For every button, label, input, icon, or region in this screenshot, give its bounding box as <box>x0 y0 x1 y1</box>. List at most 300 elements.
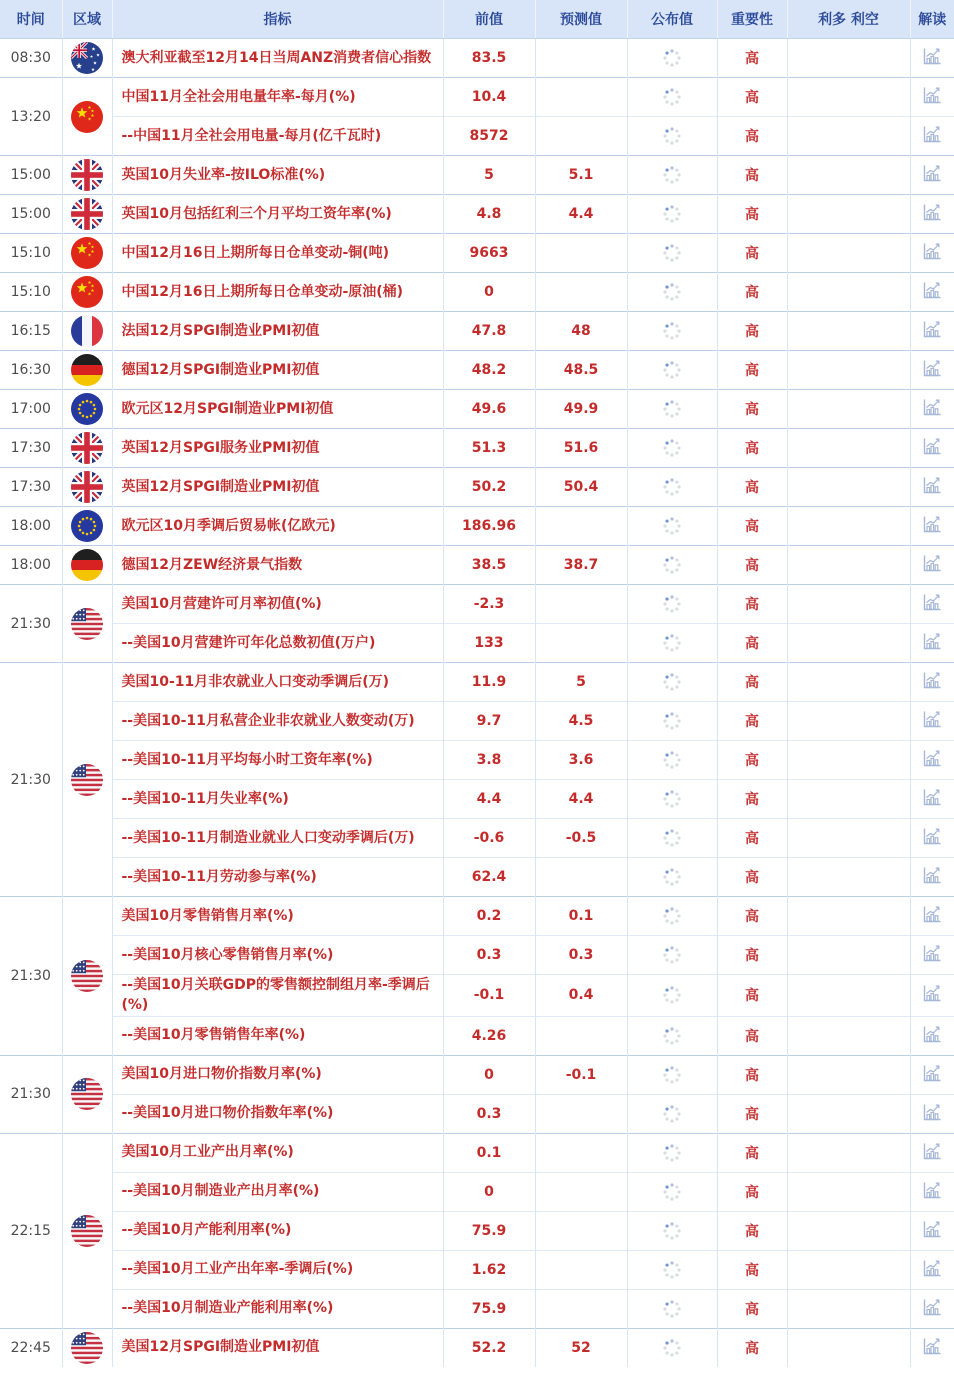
previous-value: 0.1 <box>443 1133 535 1172</box>
bias-cell-empty <box>787 156 910 195</box>
calendar-row <box>0 858 954 897</box>
importance-badge: 高 <box>717 78 787 117</box>
indicator-label: --中国11月全社会用电量-每月(亿千瓦时) <box>112 117 443 156</box>
indicator-label: 澳大利亚截至12月14日当周ANZ消费者信心指数 <box>112 39 443 78</box>
bar-chart-trend-icon <box>921 201 943 223</box>
detail-chart-button[interactable] <box>910 1133 954 1172</box>
bias-cell-empty <box>787 1055 910 1094</box>
col-header-forecast: 预测值 <box>535 0 627 39</box>
previous-value: 48.2 <box>443 351 535 390</box>
loading-spinner-icon <box>662 555 682 575</box>
bias-cell-empty <box>787 819 910 858</box>
detail-chart-button[interactable] <box>910 546 954 585</box>
calendar-row <box>0 975 954 1017</box>
published-value-pending <box>627 117 717 156</box>
forecast-value: 49.9 <box>535 390 627 429</box>
flag-eu-icon <box>71 510 103 542</box>
previous-value: 51.3 <box>443 429 535 468</box>
detail-chart-button[interactable] <box>910 624 954 663</box>
col-header-time: 时间 <box>0 0 62 39</box>
detail-chart-button[interactable] <box>910 1172 954 1211</box>
flag-us-icon <box>71 960 103 992</box>
bias-cell-empty <box>787 1211 910 1250</box>
indicator-label: 美国10月进口物价指数月率(%) <box>112 1055 443 1094</box>
previous-value: 75.9 <box>443 1211 535 1250</box>
forecast-value: 50.4 <box>535 468 627 507</box>
detail-chart-button[interactable] <box>910 780 954 819</box>
time-cell: 13:20 <box>0 78 62 156</box>
indicator-label: 美国10月零售销售月率(%) <box>112 897 443 936</box>
importance-badge: 高 <box>717 117 787 156</box>
calendar-row <box>0 1289 954 1328</box>
importance-badge: 高 <box>717 390 787 429</box>
indicator-label: --美国10-11月失业率(%) <box>112 780 443 819</box>
forecast-value <box>535 1016 627 1055</box>
published-value-pending <box>627 1016 717 1055</box>
time-cell: 18:00 <box>0 546 62 585</box>
forecast-value: 51.6 <box>535 429 627 468</box>
importance-badge: 高 <box>717 429 787 468</box>
bias-cell-empty <box>787 117 910 156</box>
indicator-label: 欧元区12月SPGI制造业PMI初值 <box>112 390 443 429</box>
calendar-row <box>0 1172 954 1211</box>
calendar-row <box>0 39 954 78</box>
previous-value: 47.8 <box>443 312 535 351</box>
detail-chart-button[interactable] <box>910 585 954 624</box>
bar-chart-trend-icon <box>921 45 943 67</box>
time-cell: 22:45 <box>0 1328 62 1367</box>
forecast-value: 0.1 <box>535 897 627 936</box>
loading-spinner-icon <box>662 1299 682 1319</box>
bar-chart-trend-icon <box>921 513 943 535</box>
calendar-row <box>0 1328 954 1367</box>
forecast-value <box>535 1172 627 1211</box>
previous-value: -0.1 <box>443 975 535 1017</box>
calendar-row <box>0 585 954 624</box>
indicator-label: --美国10-11月平均每小时工资年率(%) <box>112 741 443 780</box>
region-flag-cell <box>62 39 112 78</box>
bias-cell-empty <box>787 1172 910 1211</box>
region-flag-cell <box>62 1055 112 1133</box>
published-value-pending <box>627 858 717 897</box>
previous-value: 9.7 <box>443 702 535 741</box>
calendar-row <box>0 663 954 702</box>
loading-spinner-icon <box>662 633 682 653</box>
published-value-pending <box>627 195 717 234</box>
col-header-bias: 利多 利空 <box>787 0 910 39</box>
indicator-label: 德国12月ZEW经济景气指数 <box>112 546 443 585</box>
bias-cell-empty <box>787 702 910 741</box>
previous-value: 4.4 <box>443 780 535 819</box>
published-value-pending <box>627 1328 717 1367</box>
calendar-row <box>0 624 954 663</box>
flag-de-icon <box>71 354 103 386</box>
forecast-value <box>535 78 627 117</box>
importance-badge: 高 <box>717 1133 787 1172</box>
forecast-value <box>535 1289 627 1328</box>
importance-badge: 高 <box>717 312 787 351</box>
region-flag-cell <box>62 351 112 390</box>
bar-chart-trend-icon <box>921 396 943 418</box>
published-value-pending <box>627 663 717 702</box>
forecast-value: 4.4 <box>535 780 627 819</box>
detail-chart-button[interactable] <box>910 390 954 429</box>
published-value-pending <box>627 1094 717 1133</box>
bar-chart-trend-icon <box>921 474 943 496</box>
bias-cell-empty <box>787 507 910 546</box>
detail-chart-button[interactable] <box>910 156 954 195</box>
calendar-row <box>0 1016 954 1055</box>
col-header-region: 区域 <box>62 0 112 39</box>
loading-spinner-icon <box>662 711 682 731</box>
indicator-label: --美国10月产能利用率(%) <box>112 1211 443 1250</box>
detail-chart-button[interactable] <box>910 975 954 1017</box>
detail-chart-button[interactable] <box>910 1211 954 1250</box>
published-value-pending <box>627 156 717 195</box>
loading-spinner-icon <box>662 48 682 68</box>
published-value-pending <box>627 1172 717 1211</box>
bias-cell-empty <box>787 1016 910 1055</box>
loading-spinner-icon <box>662 789 682 809</box>
importance-badge: 高 <box>717 780 787 819</box>
published-value-pending <box>627 468 717 507</box>
time-cell: 17:00 <box>0 390 62 429</box>
published-value-pending <box>627 1211 717 1250</box>
bias-cell-empty <box>787 741 910 780</box>
importance-badge: 高 <box>717 741 787 780</box>
published-value-pending <box>627 78 717 117</box>
calendar-row <box>0 234 954 273</box>
detail-chart-button[interactable] <box>910 1055 954 1094</box>
published-value-pending <box>627 273 717 312</box>
previous-value: 0 <box>443 273 535 312</box>
region-flag-cell <box>62 507 112 546</box>
time-cell: 21:30 <box>0 1055 62 1133</box>
loading-spinner-icon <box>662 516 682 536</box>
bias-cell-empty <box>787 1250 910 1289</box>
published-value-pending <box>627 1055 717 1094</box>
forecast-value <box>535 1211 627 1250</box>
forecast-value <box>535 273 627 312</box>
bar-chart-trend-icon <box>921 942 943 964</box>
forecast-value <box>535 1094 627 1133</box>
forecast-value <box>535 507 627 546</box>
loading-spinner-icon <box>662 594 682 614</box>
bias-cell-empty <box>787 1289 910 1328</box>
bar-chart-trend-icon <box>921 1335 943 1357</box>
flag-cn-icon <box>71 101 103 133</box>
flag-eu-icon <box>71 393 103 425</box>
bias-cell-empty <box>787 1328 910 1367</box>
loading-spinner-icon <box>662 1221 682 1241</box>
published-value-pending <box>627 741 717 780</box>
time-cell: 15:10 <box>0 234 62 273</box>
time-cell: 16:30 <box>0 351 62 390</box>
importance-badge: 高 <box>717 195 787 234</box>
loading-spinner-icon <box>662 828 682 848</box>
bias-cell-empty <box>787 312 910 351</box>
detail-chart-button[interactable] <box>910 741 954 780</box>
forecast-value: -0.5 <box>535 819 627 858</box>
previous-value: 38.5 <box>443 546 535 585</box>
bias-cell-empty <box>787 1094 910 1133</box>
flag-cn-icon <box>71 276 103 308</box>
published-value-pending <box>627 234 717 273</box>
detail-chart-button[interactable] <box>910 819 954 858</box>
detail-chart-button[interactable] <box>910 936 954 975</box>
calendar-row <box>0 312 954 351</box>
previous-value: 0.2 <box>443 897 535 936</box>
time-cell: 22:15 <box>0 1133 62 1328</box>
detail-chart-button[interactable] <box>910 117 954 156</box>
region-flag-cell <box>62 78 112 156</box>
detail-chart-button[interactable] <box>910 78 954 117</box>
bias-cell-empty <box>787 273 910 312</box>
importance-badge: 高 <box>717 975 787 1017</box>
forecast-value <box>535 1133 627 1172</box>
previous-value: 0 <box>443 1172 535 1211</box>
previous-value: 4.8 <box>443 195 535 234</box>
importance-badge: 高 <box>717 273 787 312</box>
indicator-label: --美国10月关联GDP的零售额控制组月率-季调后(%) <box>112 975 443 1017</box>
col-header-detail: 解读 <box>910 0 954 39</box>
indicator-label: 英国12月SPGI制造业PMI初值 <box>112 468 443 507</box>
detail-chart-button[interactable] <box>910 507 954 546</box>
detail-chart-button[interactable] <box>910 195 954 234</box>
indicator-label: --美国10-11月劳动参与率(%) <box>112 858 443 897</box>
importance-badge: 高 <box>717 1211 787 1250</box>
published-value-pending <box>627 390 717 429</box>
importance-badge: 高 <box>717 1016 787 1055</box>
previous-value: 49.6 <box>443 390 535 429</box>
detail-chart-button[interactable] <box>910 663 954 702</box>
calendar-row <box>0 156 954 195</box>
indicator-label: --美国10月营建许可年化总数初值(万户) <box>112 624 443 663</box>
indicator-label: 法国12月SPGI制造业PMI初值 <box>112 312 443 351</box>
published-value-pending <box>627 897 717 936</box>
time-cell: 17:30 <box>0 468 62 507</box>
forecast-value <box>535 39 627 78</box>
previous-value: 0 <box>443 1055 535 1094</box>
indicator-label: --美国10月工业产出年率-季调后(%) <box>112 1250 443 1289</box>
detail-chart-button[interactable] <box>910 468 954 507</box>
calendar-row <box>0 195 954 234</box>
loading-spinner-icon <box>662 1104 682 1124</box>
indicator-label: 英国12月SPGI服务业PMI初值 <box>112 429 443 468</box>
indicator-label: 美国10月工业产出月率(%) <box>112 1133 443 1172</box>
forecast-value: 4.4 <box>535 195 627 234</box>
published-value-pending <box>627 780 717 819</box>
forecast-value <box>535 624 627 663</box>
bar-chart-trend-icon <box>921 1179 943 1201</box>
bar-chart-trend-icon <box>921 1257 943 1279</box>
bar-chart-trend-icon <box>921 318 943 340</box>
importance-badge: 高 <box>717 1172 787 1211</box>
indicator-label: 美国10月营建许可月率初值(%) <box>112 585 443 624</box>
indicator-label: 中国12月16日上期所每日仓单变动-铜(吨) <box>112 234 443 273</box>
previous-value: -0.6 <box>443 819 535 858</box>
previous-value: 11.9 <box>443 663 535 702</box>
calendar-row <box>0 351 954 390</box>
time-cell: 21:30 <box>0 663 62 897</box>
bias-cell-empty <box>787 1133 910 1172</box>
forecast-value <box>535 234 627 273</box>
detail-chart-button[interactable] <box>910 39 954 78</box>
flag-us-icon <box>71 1215 103 1247</box>
bias-cell-empty <box>787 780 910 819</box>
bar-chart-trend-icon <box>921 1218 943 1240</box>
calendar-row <box>0 390 954 429</box>
bias-cell-empty <box>787 624 910 663</box>
forecast-value: 3.6 <box>535 741 627 780</box>
calendar-row <box>0 1094 954 1133</box>
indicator-label: --美国10月核心零售销售月率(%) <box>112 936 443 975</box>
bar-chart-trend-icon <box>921 708 943 730</box>
flag-gb-icon <box>71 471 103 503</box>
bar-chart-trend-icon <box>921 240 943 262</box>
forecast-value: 48.5 <box>535 351 627 390</box>
col-header-indicator: 指标 <box>112 0 443 39</box>
bias-cell-empty <box>787 78 910 117</box>
previous-value: 52.2 <box>443 1328 535 1367</box>
detail-chart-button[interactable] <box>910 1289 954 1328</box>
region-flag-cell <box>62 195 112 234</box>
time-cell: 15:00 <box>0 195 62 234</box>
region-flag-cell <box>62 897 112 1056</box>
forecast-value: 48 <box>535 312 627 351</box>
forecast-value: -0.1 <box>535 1055 627 1094</box>
flag-de-icon <box>71 549 103 581</box>
bias-cell-empty <box>787 429 910 468</box>
bar-chart-trend-icon <box>921 1140 943 1162</box>
detail-chart-button[interactable] <box>910 429 954 468</box>
previous-value: 5 <box>443 156 535 195</box>
importance-badge: 高 <box>717 1055 787 1094</box>
region-flag-cell <box>62 663 112 897</box>
calendar-row <box>0 273 954 312</box>
indicator-label: --美国10月制造业产出月率(%) <box>112 1172 443 1211</box>
loading-spinner-icon <box>662 750 682 770</box>
bias-cell-empty <box>787 936 910 975</box>
detail-chart-button[interactable] <box>910 234 954 273</box>
bias-cell-empty <box>787 39 910 78</box>
calendar-row <box>0 741 954 780</box>
bias-cell-empty <box>787 858 910 897</box>
detail-chart-button[interactable] <box>910 1250 954 1289</box>
region-flag-cell <box>62 429 112 468</box>
flag-au-icon <box>71 42 103 74</box>
detail-chart-button[interactable] <box>910 312 954 351</box>
bar-chart-trend-icon <box>921 357 943 379</box>
calendar-row <box>0 1133 954 1172</box>
calendar-row <box>0 936 954 975</box>
importance-badge: 高 <box>717 39 787 78</box>
calendar-row <box>0 546 954 585</box>
loading-spinner-icon <box>662 1065 682 1085</box>
forecast-value: 0.3 <box>535 936 627 975</box>
detail-chart-button[interactable] <box>910 1016 954 1055</box>
calendar-row <box>0 117 954 156</box>
flag-fr-icon <box>71 315 103 347</box>
loading-spinner-icon <box>662 477 682 497</box>
flag-us-icon <box>71 1332 103 1364</box>
time-cell: 15:00 <box>0 156 62 195</box>
bar-chart-trend-icon <box>921 864 943 886</box>
previous-value: 9663 <box>443 234 535 273</box>
published-value-pending <box>627 936 717 975</box>
forecast-value <box>535 1250 627 1289</box>
indicator-label: --美国10-11月私营企业非农就业人数变动(万) <box>112 702 443 741</box>
importance-badge: 高 <box>717 858 787 897</box>
flag-gb-icon <box>71 432 103 464</box>
published-value-pending <box>627 1250 717 1289</box>
loading-spinner-icon <box>662 945 682 965</box>
col-header-published: 公布值 <box>627 0 717 39</box>
bar-chart-trend-icon <box>921 1101 943 1123</box>
importance-badge: 高 <box>717 351 787 390</box>
importance-badge: 高 <box>717 468 787 507</box>
calendar-row <box>0 468 954 507</box>
forecast-value <box>535 585 627 624</box>
detail-chart-button[interactable] <box>910 1094 954 1133</box>
importance-badge: 高 <box>717 1328 787 1367</box>
indicator-label: --美国10月制造业产能利用率(%) <box>112 1289 443 1328</box>
col-header-importance: 重要性 <box>717 0 787 39</box>
detail-chart-button[interactable] <box>910 702 954 741</box>
region-flag-cell <box>62 1328 112 1367</box>
bias-cell-empty <box>787 234 910 273</box>
indicator-label: 中国11月全社会用电量年率-每月(%) <box>112 78 443 117</box>
importance-badge: 高 <box>717 936 787 975</box>
indicator-label: 德国12月SPGI制造业PMI初值 <box>112 351 443 390</box>
calendar-row <box>0 507 954 546</box>
time-cell: 15:10 <box>0 273 62 312</box>
detail-chart-button[interactable] <box>910 273 954 312</box>
indicator-label: 欧元区10月季调后贸易帐(亿欧元) <box>112 507 443 546</box>
loading-spinner-icon <box>662 1026 682 1046</box>
loading-spinner-icon <box>662 243 682 263</box>
bar-chart-trend-icon <box>921 903 943 925</box>
bias-cell-empty <box>787 546 910 585</box>
indicator-label: --美国10月进口物价指数年率(%) <box>112 1094 443 1133</box>
detail-chart-button[interactable] <box>910 1328 954 1367</box>
published-value-pending <box>627 1289 717 1328</box>
bar-chart-trend-icon <box>921 435 943 457</box>
indicator-label: --美国10-11月制造业就业人口变动季调后(万) <box>112 819 443 858</box>
bar-chart-trend-icon <box>921 982 943 1004</box>
bar-chart-trend-icon <box>921 1296 943 1318</box>
importance-badge: 高 <box>717 156 787 195</box>
calendar-row <box>0 1211 954 1250</box>
detail-chart-button[interactable] <box>910 351 954 390</box>
bar-chart-trend-icon <box>921 669 943 691</box>
importance-badge: 高 <box>717 507 787 546</box>
calendar-row <box>0 819 954 858</box>
loading-spinner-icon <box>662 204 682 224</box>
flag-gb-icon <box>71 198 103 230</box>
table-header-row <box>0 0 954 39</box>
flag-us-icon <box>71 608 103 640</box>
time-cell: 18:00 <box>0 507 62 546</box>
published-value-pending <box>627 39 717 78</box>
bar-chart-trend-icon <box>921 1023 943 1045</box>
detail-chart-button[interactable] <box>910 897 954 936</box>
detail-chart-button[interactable] <box>910 858 954 897</box>
indicator-label: 中国12月16日上期所每日仓单变动-原油(桶) <box>112 273 443 312</box>
loading-spinner-icon <box>662 672 682 692</box>
importance-badge: 高 <box>717 1250 787 1289</box>
importance-badge: 高 <box>717 663 787 702</box>
